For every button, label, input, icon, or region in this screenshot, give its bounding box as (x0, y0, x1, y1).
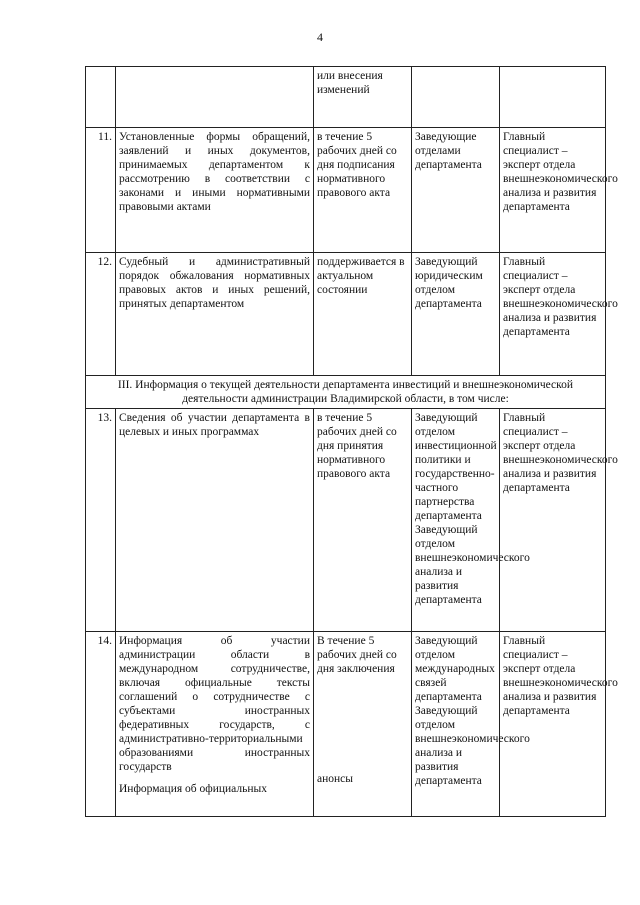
table-row-14 (86, 632, 606, 817)
table-row-continuation (86, 67, 606, 128)
responsible-line-1: Заведующий отделом инвестиционной политики и государственно-частного партнерства департамента (415, 412, 497, 522)
row-number: 13. (86, 409, 116, 632)
section-heading: III. Информация о текущей деятельности департамента инвестиций и внешнеэкономической деятельности администрации Владимирской области, в том числе: (86, 376, 606, 409)
responsible-line-2: Заведующий отделом внешнеэкономического анализа и развития департамента (415, 705, 530, 787)
description-part-1: Информация об участии администрации области в международном сотрудничестве, включая официальные тексты соглашений о сотрудничестве с субъектами иностранных федеративных государств, с административно-территориальными образованиями иностранных государств (119, 635, 310, 773)
cell-provider: Главный специалист – эксперт отдела внешнеэкономического анализа и развития департамента (500, 409, 606, 632)
cell-description: Установленные формы обращений, заявлений и иных документов, принимаемых департаментом к рассмотрению в соответствии с законами и иными нормативными правовыми актами (116, 128, 314, 253)
cell-provider: Главный специалист – эксперт отдела внешнеэкономического анализа и развития департамента (500, 128, 606, 253)
cell-num (86, 67, 116, 128)
cell-provider: Главный специалист – эксперт отдела внешнеэкономического анализа и развития департамента (500, 253, 606, 376)
cell-description (116, 67, 314, 128)
cell-deadline: в течение 5 рабочих дней со дня подписания нормативного правового акта (314, 128, 412, 253)
table-row-13 (86, 409, 606, 632)
row-number: 14. (86, 632, 116, 817)
cell-deadline: в течение 5 рабочих дней со дня принятия нормативного правового акта (314, 409, 412, 632)
cell-responsible (412, 632, 530, 817)
page-number: 4 (317, 30, 323, 44)
cell-responsible (412, 67, 500, 128)
description-part-2: Информация об официальных (119, 783, 267, 795)
cell-description: Сведения об участии департамента в целевых и иных программах (116, 409, 314, 632)
cell-responsible: Заведующие отделами департамента (412, 128, 500, 253)
row-number: 11. (86, 128, 116, 253)
row-number: 12. (86, 253, 116, 376)
cell-provider (500, 67, 606, 128)
cell-deadline (314, 632, 412, 817)
table-row-11 (86, 128, 606, 253)
cell-responsible: Заведующий юридическим отделом департамента (412, 253, 500, 376)
deadline-part-1: В течение 5 рабочих дней со дня заключения (317, 635, 397, 675)
cell-description: Судебный и административный порядок обжалования нормативных правовых актов и иных решений, принятых департаментом (116, 253, 314, 376)
responsible-line-2: Заведующий отделом внешнеэкономического анализа и развития департамента (415, 524, 530, 606)
cell-description (116, 632, 314, 817)
responsible-line-1: Заведующий отделом международных связей департамента (415, 635, 495, 703)
cell-deadline: или внесения изменений (314, 67, 412, 128)
cell-provider: Главный специалист – эксперт отдела внешнеэкономического анализа и развития департамента (500, 632, 606, 817)
cell-responsible (412, 409, 530, 632)
table-row-12 (86, 253, 606, 376)
cell-deadline: поддерживается в актуальном состоянии (314, 253, 412, 376)
deadline-part-2: анонсы (317, 773, 353, 785)
section-heading-row (86, 376, 606, 409)
information-table (85, 66, 618, 817)
